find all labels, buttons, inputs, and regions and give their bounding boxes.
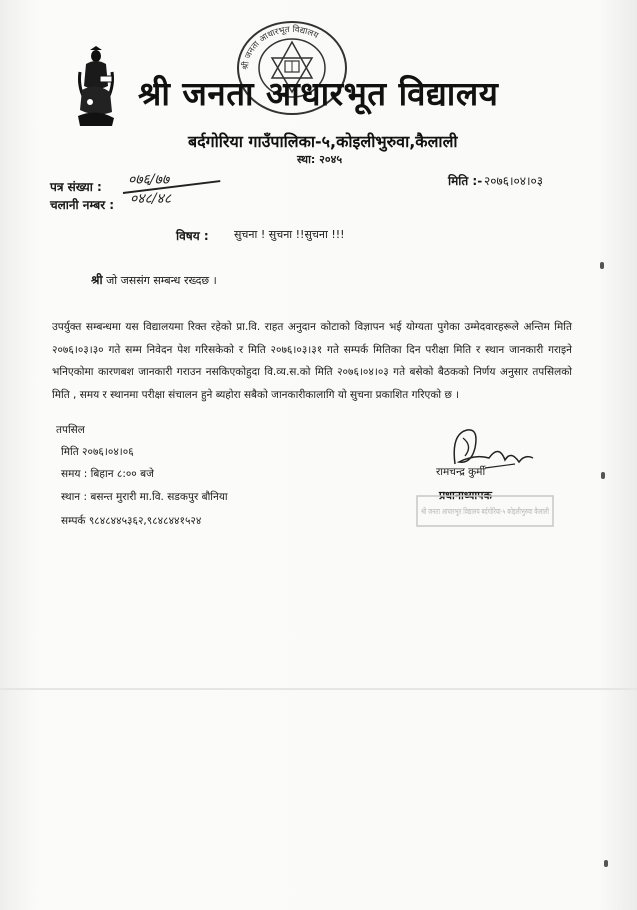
scan-speck: [600, 262, 604, 269]
dispatch-number-label: चलानी नम्बर :: [50, 198, 115, 212]
salutation-text: जो जससंग सम्बन्ध रख्दछ ।: [106, 274, 217, 287]
scan-speck: [604, 860, 608, 867]
scan-speck: [601, 472, 605, 479]
salutation-prefix: श्री: [91, 273, 103, 287]
dispatch-number-value: ०४८/४८: [130, 191, 172, 207]
signatory-name: रामचन्द्र कुर्मी: [436, 466, 486, 478]
schedule-heading: तपसिल: [56, 424, 85, 436]
school-address: बर्दगोरिया गाउँपालिका-५,कोइलीभुरुवा,कैलाली: [188, 132, 458, 151]
paper-fold-line: [0, 688, 637, 690]
signatory-title: प्रधानाध्यापक: [439, 489, 492, 502]
exam-place: स्थान : बसन्त मुरारी मा.वि. सडकपुर बौनिया: [61, 491, 228, 503]
letter-number-label: पत्र संख्या :: [50, 180, 102, 194]
salutation: [91, 271, 217, 288]
contact-numbers: सम्पर्क ९८४८४४५३६२,९८४८४४१५२४: [61, 515, 202, 527]
subject-value: सुचना ! सुचना !!सुचना !!!: [234, 228, 345, 241]
school-name: श्री जनता आधारभूत विद्यालय: [138, 74, 499, 113]
letter-number-value: ०७६/७७: [128, 172, 170, 188]
notice-body: उपर्युक्त सम्बन्धमा यस विद्यालयमा रिक्त रहेको प्रा.वि. राहत अनुदान कोटाको विज्ञापन भई योग्यता पुगेका उम्मेदवारहरूले अन्तिम मिति २०७६।०३।३० गते सम्म निवेदन पेश गरिसकेको र मिति २०७६।०३।३१ गते सम्पर्क मितिका दिन परीक्षा मिति र स्थान जानकारी गराइने भनिएकोमा कारणबश जानकारी गराउन नसकिएकोहुदा वि.व्य.स.को मिति २०७६।०४।०३ गते बसेको बैठकको निर्णय अनुसार तपसिलको मिति , समय र स्थानमा परीक्षा संचालन हुने ब्यहोरा सबैको जानकारीकालागि यो सुचना प्रकाशित गरिएको छ ।: [52, 321, 572, 401]
seal-text: श्री जनता आधारभूत विद्यालय: [240, 24, 320, 71]
saraswati-logo-icon: [76, 46, 116, 128]
subject-label: विषय :: [176, 229, 209, 243]
exam-time: समय : बिहान ८:०० बजे: [61, 468, 154, 480]
established-year: स्था: २०४५: [297, 153, 343, 166]
exam-date: मिति २०७६।०४।०६: [61, 446, 134, 458]
stamp-text: श्री जनता आधारभूत विद्यालय बर्दगोरिया-५ कोइलीभुरुवा कैलाली: [421, 507, 606, 516]
date-label: मिति :-: [448, 174, 483, 188]
date-value: २०७६।०४।०३: [484, 174, 544, 188]
office-stamp: [415, 492, 606, 530]
